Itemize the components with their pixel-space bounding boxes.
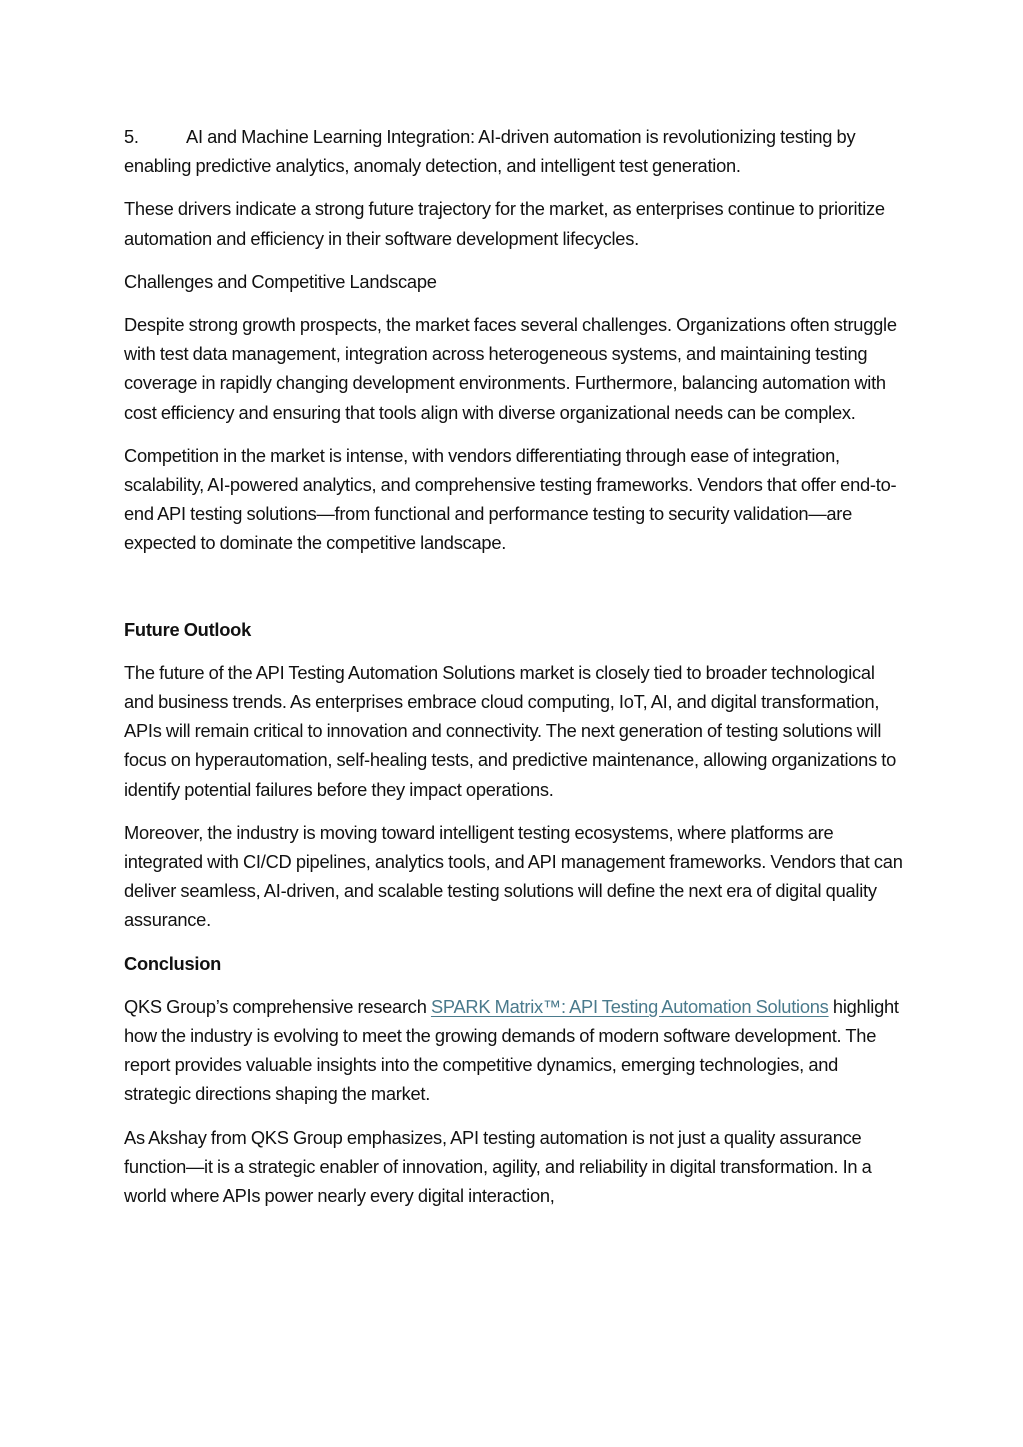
document-page [124, 122, 904, 1224]
competition-paragraph: Competition in the market is intense, with vendors differentiating through ease of integration, scalability, AI-powered analytics, and comprehensive testing frameworks. Vendors that offer end-to-end API testing solutions—from functional and performance testing to security validation—are expected to dominate the competitive landscape. [124, 444, 897, 554]
conclusion-text-before-link: QKS Group’s comprehensive research [124, 995, 431, 1017]
list-item-ai-ml [124, 122, 904, 180]
conclusion-paragraph-2: As Akshay from QKS Group emphasizes, API testing automation is not just a quality assurance function—it is a strategic enabler of innovation, agility, and reliability in digital transformation. In a world where APIs power nearly every digital interaction, [124, 1126, 872, 1207]
challenges-subheading: Challenges and Competitive Landscape [124, 270, 437, 292]
section-spacer [124, 572, 904, 615]
future-outlook-heading: Future Outlook [124, 618, 252, 640]
list-item-text: AI and Machine Learning Integration: AI-driven automation is revolutionizing testing by enabling predictive analytics, anomaly detection, and intelligent test generation. [124, 126, 856, 177]
spark-matrix-report-link[interactable]: SPARK Matrix™: API Testing Automation Solutions [430, 995, 829, 1017]
conclusion-heading: Conclusion [124, 952, 222, 974]
conclusion-paragraph-1 [124, 992, 904, 1109]
future-outlook-paragraph-2: Moreover, the industry is moving toward intelligent testing ecosystems, where platforms are integrated with CI/CD pipelines, analytics tools, and API management frameworks. Vendors that can deliver seamless, AI-driven, and scalable testing solutions will define the next era of digital quality assurance. [124, 821, 903, 931]
list-number: 5. [124, 126, 139, 147]
challenges-paragraph: Despite strong growth prospects, the market faces several challenges. Organizations often struggle with test data management, integration across heterogeneous systems, and maintaining testing coverage in rapidly changing development environments. Furthermore, balancing automation with cost efficiency and ensuring that tools align with diverse organizational needs can be complex. [124, 314, 897, 423]
conclusion-text-after-link: highlight how the industry is evolving to meet the growing demands of modern software development. The report provides valuable insights into the competitive dynamics, emerging technologies, and strategic directions shaping the market. [124, 995, 899, 1105]
future-outlook-paragraph-1: The future of the API Testing Automation Solutions market is closely tied to broader technological and business trends. As enterprises embrace cloud computing, IoT, AI, and digital transformation, APIs will remain critical to innovation and connectivity. The next generation of testing solutions will focus on hyperautomation, self-healing tests, and predictive maintenance, allowing organizations to identify potential failures before they impact operations. [124, 661, 897, 800]
drivers-paragraph: These drivers indicate a strong future trajectory for the market, as enterprises continue to prioritize automation and efficiency in their software development lifecycles. [124, 198, 885, 249]
